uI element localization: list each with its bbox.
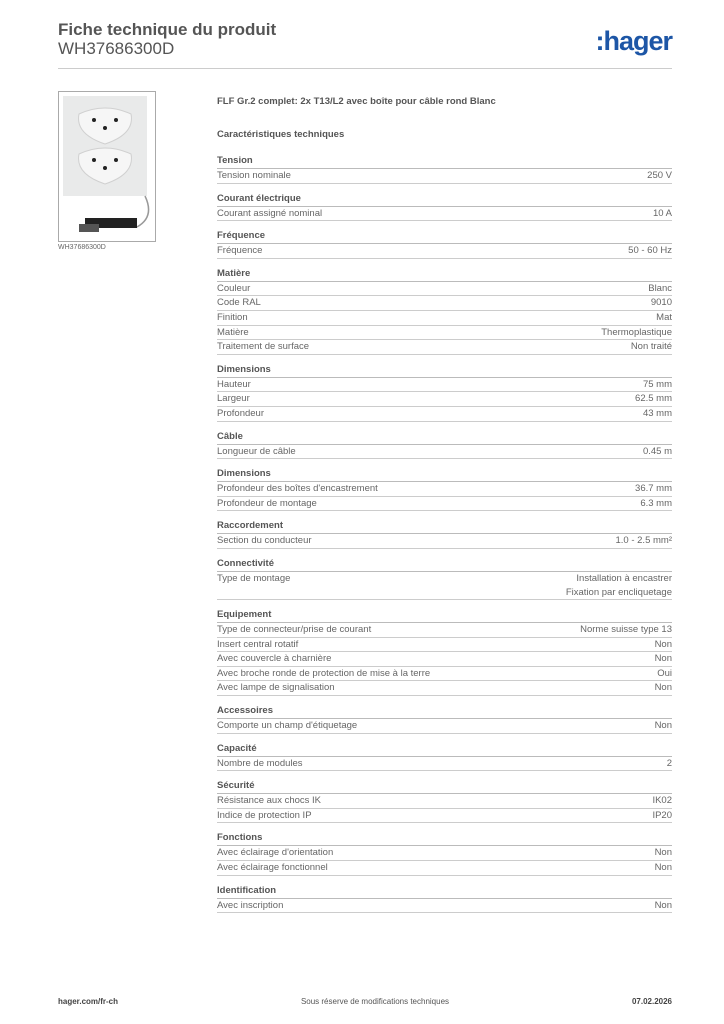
spec-label: Avec éclairage fonctionnel bbox=[217, 862, 328, 874]
spec-row bbox=[217, 794, 672, 809]
spec-label: Profondeur de montage bbox=[217, 497, 317, 509]
spec-label: Profondeur bbox=[217, 407, 265, 419]
spec-group-title: Fréquence bbox=[217, 229, 672, 244]
spec-value: 0.45 m bbox=[642, 445, 672, 457]
spec-value: Blanc bbox=[648, 282, 672, 294]
spec-value: 1.0 - 2.5 mm² bbox=[615, 535, 672, 547]
spec-row bbox=[217, 296, 672, 311]
spec-group bbox=[217, 704, 672, 734]
footer-note: Sous réserve de modifications techniques bbox=[300, 997, 450, 1006]
spec-label: Nombre de modules bbox=[217, 757, 303, 769]
spec-row bbox=[217, 899, 672, 914]
spec-value: Non bbox=[654, 682, 672, 694]
spec-value: 43 mm bbox=[642, 407, 672, 419]
spec-group bbox=[217, 430, 672, 460]
spec-label: Finition bbox=[217, 311, 248, 323]
spec-group bbox=[217, 884, 672, 914]
spec-row bbox=[217, 497, 672, 512]
spec-row bbox=[217, 757, 672, 772]
spec-value: Non bbox=[654, 899, 672, 911]
spec-label: Tension nominale bbox=[217, 170, 291, 181]
spec-label: Avec inscription bbox=[217, 899, 284, 911]
spec-group bbox=[217, 467, 672, 511]
spec-group-title: Capacité bbox=[217, 742, 672, 757]
spec-row bbox=[217, 169, 672, 184]
spec-group bbox=[217, 519, 672, 549]
spec-row bbox=[217, 809, 672, 824]
spec-groups bbox=[217, 154, 672, 913]
spec-value: 36.7 mm bbox=[635, 483, 672, 495]
spec-label: Avec broche ronde de protection de mise à la terre bbox=[217, 667, 431, 679]
spec-label: Comporte un champ d'étiquetage bbox=[217, 720, 358, 732]
footer-website[interactable]: hager.com/fr-ch bbox=[58, 997, 119, 1006]
spec-value: Non bbox=[654, 638, 672, 650]
spec-label: Type de montage bbox=[217, 572, 291, 584]
spec-row bbox=[217, 445, 672, 460]
spec-row bbox=[217, 282, 672, 297]
spec-group bbox=[217, 831, 672, 875]
spec-row bbox=[217, 681, 672, 696]
spec-group-title: Courant électrique bbox=[217, 192, 672, 207]
product-image bbox=[58, 91, 156, 242]
spec-row bbox=[217, 534, 672, 549]
spec-row bbox=[217, 638, 672, 653]
spec-row bbox=[217, 407, 672, 422]
spec-value: Installation à encastrer Fixation par encliquetage bbox=[565, 572, 672, 598]
spec-label: Hauteur bbox=[217, 378, 251, 390]
spec-row bbox=[217, 861, 672, 876]
spec-row bbox=[217, 667, 672, 682]
spec-group-title: Accessoires bbox=[217, 704, 672, 719]
spec-value: Oui bbox=[657, 667, 672, 679]
spec-value: IP20 bbox=[652, 809, 672, 821]
spec-group bbox=[217, 742, 672, 772]
spec-row bbox=[217, 652, 672, 667]
spec-value: Non bbox=[654, 862, 672, 874]
section-title: Caractéristiques techniques bbox=[217, 129, 345, 140]
spec-value: 75 mm bbox=[642, 378, 672, 390]
spec-group bbox=[217, 154, 672, 184]
spec-group bbox=[217, 363, 672, 422]
spec-row bbox=[217, 378, 672, 393]
spec-value: 2 bbox=[666, 757, 672, 769]
spec-value: 9010 bbox=[650, 297, 672, 309]
spec-label: Courant assigné nominal bbox=[217, 207, 323, 219]
spec-group bbox=[217, 557, 672, 600]
spec-group bbox=[217, 229, 672, 259]
spec-row bbox=[217, 572, 672, 600]
spec-label: Indice de protection IP bbox=[217, 809, 312, 821]
spec-row bbox=[217, 207, 672, 222]
spec-label: Fréquence bbox=[217, 245, 263, 257]
spec-value: Norme suisse type 13 bbox=[580, 624, 672, 636]
spec-value: 10 A bbox=[652, 207, 672, 219]
spec-label: Avec éclairage d'orientation bbox=[217, 847, 334, 859]
spec-value: IK02 bbox=[652, 795, 672, 807]
spec-label: Avec lampe de signalisation bbox=[217, 682, 335, 694]
spec-value: 50 - 60 Hz bbox=[628, 245, 672, 257]
spec-row bbox=[217, 244, 672, 259]
spec-value: Non bbox=[654, 847, 672, 859]
spec-label: Longueur de câble bbox=[217, 445, 296, 457]
spec-row bbox=[217, 311, 672, 326]
spec-group-title: Equipement bbox=[217, 608, 672, 623]
spec-label: Résistance aux chocs IK bbox=[217, 795, 322, 807]
spec-value: 62.5 mm bbox=[635, 393, 672, 405]
spec-group bbox=[217, 192, 672, 222]
spec-group-title: Câble bbox=[217, 430, 672, 445]
spec-value: Thermoplastique bbox=[601, 326, 672, 338]
spec-label: Insert central rotatif bbox=[217, 638, 299, 650]
spec-value: Non bbox=[654, 720, 672, 732]
spec-row bbox=[217, 482, 672, 497]
spec-content bbox=[217, 96, 672, 921]
spec-row bbox=[217, 340, 672, 355]
spec-group bbox=[217, 779, 672, 823]
spec-label: Type de connecteur/prise de courant bbox=[217, 624, 372, 636]
spec-group-title: Dimensions bbox=[217, 363, 672, 378]
spec-row bbox=[217, 623, 672, 638]
spec-label: Code RAL bbox=[217, 297, 261, 309]
spec-label: Largeur bbox=[217, 393, 250, 405]
spec-row bbox=[217, 719, 672, 734]
spec-group-title: Dimensions bbox=[217, 467, 672, 482]
spec-group bbox=[217, 608, 672, 696]
spec-value: Non bbox=[654, 653, 672, 665]
spec-group-title: Tension bbox=[217, 154, 672, 169]
spec-value: 250 V bbox=[647, 170, 672, 181]
image-caption: WH37686300D bbox=[58, 244, 106, 251]
spec-value: 6.3 mm bbox=[640, 497, 672, 509]
spec-label: Traitement de surface bbox=[217, 341, 310, 353]
spec-group-title: Fonctions bbox=[217, 831, 672, 846]
spec-label: Couleur bbox=[217, 282, 251, 294]
spec-group bbox=[217, 267, 672, 355]
spec-label: Avec couvercle à charnière bbox=[217, 653, 332, 665]
spec-label: Matière bbox=[217, 326, 249, 338]
spec-group-title: Connectivité bbox=[217, 557, 672, 572]
spec-group-title: Sécurité bbox=[217, 779, 672, 794]
product-description: FLF Gr.2 complet: 2x T13/L2 avec boîte pour câble rond Blanc bbox=[217, 96, 496, 107]
spec-group-title: Matière bbox=[217, 267, 672, 282]
product-code: WH37686300D bbox=[58, 39, 175, 58]
spec-label: Profondeur des boîtes d'encastrement bbox=[217, 483, 378, 495]
page-title: Fiche technique du produit bbox=[58, 20, 277, 39]
spec-value: Non traité bbox=[630, 341, 672, 353]
spec-row bbox=[217, 326, 672, 341]
footer bbox=[58, 997, 672, 1006]
spec-row bbox=[217, 846, 672, 861]
divider bbox=[58, 68, 672, 69]
spec-row bbox=[217, 392, 672, 407]
footer-date: 07.02.2026 bbox=[631, 997, 672, 1006]
spec-label: Section du conducteur bbox=[217, 535, 312, 547]
spec-group-title: Raccordement bbox=[217, 519, 672, 534]
spec-group-title: Identification bbox=[217, 884, 672, 899]
hager-logo: :hager bbox=[595, 26, 672, 56]
spec-value: Mat bbox=[656, 311, 672, 323]
